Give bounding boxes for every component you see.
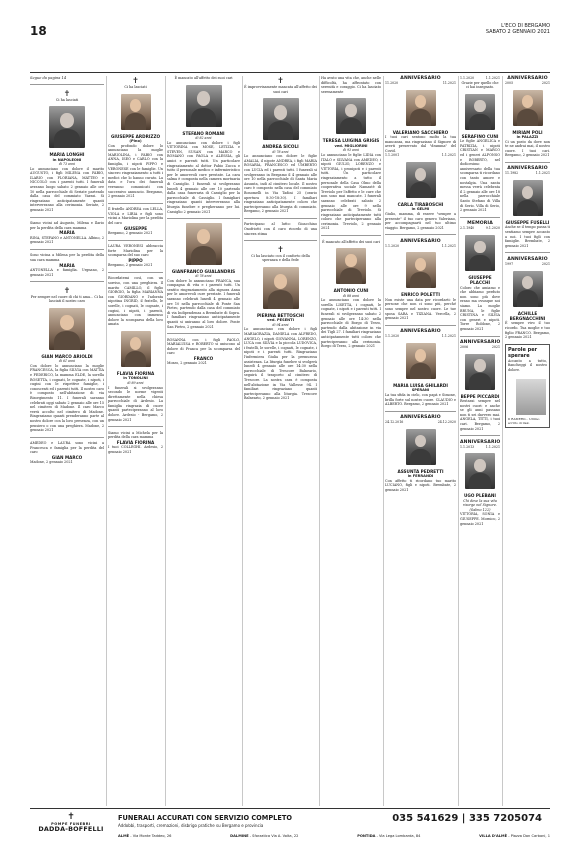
deceased-name: GIAN MARCO [51, 455, 83, 461]
anniversary-dates [505, 171, 550, 176]
address-item: VILLA D'ALMÈ - Piazza Don Carboni, 1 [479, 834, 550, 838]
notice-sign: ANTONELLA e famiglia. Urgnano, 2 gennaio 2021 [30, 268, 104, 277]
deceased-name: GIUSEPPE ARDRIZZO [110, 133, 161, 139]
notice-sign: I tuoi COLLEGHI. Ardesio, 2 gennaio 2021 [108, 445, 163, 454]
column-6 [385, 76, 456, 806]
deceased-name: ASSUNTA PEDRETTI [397, 468, 444, 474]
notice-text: Con dolore lo annunciano la moglie FRANCESCA, la figlia SILVIA con MATTIA e FEDERICO, la mamma ELDE, la sorella ROSETTA, i cognati, le cognate, i nipoti, i cugini con le rispettive famiglie, i conoscenti ed i parenti tutti. Il nostro caro è composto nell'abitazione di via Risorgimento 11. I funerali saranno celebrati oggi sabato 2 gennaio alle ore 15 nel cimitero di Madone. Il caro Marco verrà accolto nel cimitero di Madone. Ringraziamo quanti prenderanno parte al nostro dolore con la loro presenza, con un pensiero o con una preghiera. Madone, 2 gennaio 2021 [30, 363, 104, 433]
date-end: 24.12.2020 [437, 420, 456, 425]
anniversary-dates [460, 226, 500, 231]
divider [244, 240, 317, 241]
deceased-name: SERAFINO CUNI [461, 133, 499, 139]
divider [30, 249, 104, 250]
divider [385, 411, 456, 412]
date-start: 2005 [505, 81, 514, 85]
divider [167, 218, 240, 219]
date-start: 1.1.2020 [385, 243, 400, 248]
deceased-name: MARIA LUISA GHILARDI [393, 382, 448, 388]
deceased-name: GIAN MARCO ARIOLDI [41, 353, 93, 359]
logo-subtitle: POMPE FUNEBRI [51, 822, 91, 826]
divider [460, 336, 500, 337]
divider [167, 333, 240, 334]
deceased-name: MARIA [59, 230, 75, 236]
deceased-subname: in TONOLINI [123, 376, 148, 381]
notice-intro: Ci ha lasciato con il conforto della speranza e della fede [251, 253, 310, 263]
notice-intro: Grazie per quello che ci hai insegnato. [461, 80, 499, 90]
quote-title: Parole per sperare [508, 346, 538, 359]
portrait-photo [406, 252, 436, 288]
notice-sign: Bergamo, 2 gennaio 2021 [108, 263, 153, 268]
address-street: Via Monte Taddeo, 26 [132, 834, 172, 838]
deceased-subname: SPERANI [411, 388, 430, 393]
notice-text: Con affetto ti ricordano tuo marito LUCIANO, figli e nipoti. Brembate, 2 gennaio 2021 [385, 478, 456, 492]
anniversary-heading: ANNIVERSARIO [460, 340, 501, 346]
ad-description: Addobbi, trasporti, cremazioni, disbrigo pratiche su Bergamo e provincia [118, 823, 264, 828]
deceased-age: di 94 anni [272, 322, 289, 327]
portrait-photo [465, 453, 495, 489]
portrait-photo [406, 90, 436, 126]
address-street: Via Lega Lombarda, 84 [379, 834, 421, 838]
address-street: Piazza Don Carboni, 1 [510, 834, 550, 838]
deceased-name: FLAVIA FIORINA [116, 370, 155, 376]
deceased-name: TERESA LUIGINA GRIGIS [322, 138, 380, 144]
notice-text: AMEDEO e LAURA sono vicini a Francesca e famiglia per la perdita del caro [30, 441, 104, 455]
column-3 [167, 76, 240, 806]
date-start: 24.12.2016 [385, 420, 404, 425]
notice-text: Con profondo dolore lo annunciano la moglie MARIOLINA, i FABIO con ANNA, ISEO e CARLO con la famiglia, i nipoti PIPPO e VERONESE con le famiglie. Un sincero ringraziamento a tutti i medici che lo hanno curato. La data e l'ora dei funerali verranno comunicati con successivo annuncio. Bergamo, 2 gennaio 2021 [108, 143, 163, 199]
deceased-name: FLAVIA FIORINA [116, 439, 155, 445]
notice-text: Con dolore lo annunciano FRANCA, sua compagna di vita e i parenti tutti. Un sentito ringraziamento alla signora Anna per le amorevoli cure prestate. I funerali saranno celebrati lunedì 4 gennaio alle ore 10 nella parrocchiale di Ponte San Pietro, partendo dalla casa del commiato di via Indipendenza a Brembate di Sopra. I familiari ringraziano anticipatamente quanti si uniranno al loro dolore. Ponte San Pietro, 2 gennaio 2021 [167, 278, 240, 329]
date-start: 1.1.2020 [460, 76, 475, 80]
deceased-name: ANTONIO CUNI [333, 288, 369, 294]
portrait-photo [49, 308, 85, 350]
deceased-age: di 89 anni [127, 380, 144, 385]
anniversary-heading: ANNIVERSARIO [400, 415, 441, 421]
quote-box [505, 344, 550, 428]
anniversary-dates [385, 420, 456, 425]
date-end: 1.1.2021 [441, 153, 456, 158]
header-rule [30, 72, 550, 73]
deceased-age: di 78 anni [272, 149, 289, 154]
divider [108, 272, 163, 273]
portrait-photo [406, 162, 436, 198]
portrait-photo [336, 248, 366, 284]
cross-icon: ✝ [132, 76, 139, 85]
column-5 [321, 76, 381, 806]
anniversary-heading: ANNIVERSARIO [400, 238, 441, 244]
portrait-photo [121, 331, 151, 367]
notice-sign: VITTORIA, SONIA e GIUSEPPE. Mornico, 2 gennaio 2021 [460, 512, 500, 526]
column-1 [30, 76, 104, 806]
deceased-name: MIRIAM POLI [512, 129, 543, 135]
column-2 [108, 76, 163, 806]
notice-text: Coloro che amiamo e che abbiamo perduto non sono più dove erano ma ovunque noi siamo. La moglie BRUNA, le figlie CRISTINA e SILVIA con generi e nipoti. Torre Boldone, 2 gennaio 2021 [460, 285, 500, 331]
deceased-name: MARIA [59, 262, 75, 268]
portrait-photo [186, 223, 222, 265]
address-street: Sforzatica Via A. Volta, 22 [252, 834, 299, 838]
address-item: ALMÈ - Via Monte Taddeo, 26 [118, 834, 172, 838]
portrait-photo [121, 94, 151, 130]
divider [321, 235, 381, 236]
cross-icon: ✝ [63, 88, 71, 98]
page-number: 18 [30, 24, 47, 38]
notice-text: Sono vicina a Milena per la perdita della sua cara mamma [30, 253, 104, 262]
column-4 [244, 76, 317, 806]
deceased-name: ANDREA SICOLI [262, 144, 299, 150]
notice-text: Non esiste una data per ricordarti: le persone che non ci sono più, perché sono sempre nel nostro cuore. Le tue sposa SARA e TIZIANA. Vercella, 2 gennaio 2021 [385, 297, 456, 321]
cross-icon: ✝ [277, 244, 284, 254]
notice-intro: È mancato all'affetto dei suoi cari [322, 239, 380, 244]
funeral-home-logo [30, 813, 112, 843]
portrait-photo [186, 85, 222, 127]
divider [385, 325, 456, 326]
deceased-age: di 73 anni [58, 162, 76, 167]
notice-sign: Mozzo, 2 gennaio 2021 [167, 361, 207, 366]
portrait-photo [406, 343, 436, 379]
deceased-subname: in PALAZZI [516, 135, 539, 139]
notice-text: Chi deve la sua vita risorge nel Signore. (Salmo 122) [462, 498, 498, 512]
notice-text: Ricordatemi così, con un sorriso, con una preghiera. Il marito CAMILLO, il figlio GIORGIO, la figlia MARIANNA con GIORDANO e l'adorata nipotina INGRID, il fratello, le sorelle, i cognati, le cognate, i cugini, i nipoti, i parenti, annunciano con immenso dolore la scomparsa della loro amata [108, 276, 163, 327]
date-end: 2021 [541, 261, 550, 266]
portrait-photo [263, 98, 299, 140]
deceased-name: FRANCO [193, 356, 214, 361]
address-city: DALMINE [230, 834, 249, 838]
deceased-name: ENRICO POLETTI [401, 292, 440, 298]
page-header [0, 0, 580, 72]
logo-name: DADDA-BOFFELLI [38, 825, 104, 833]
notice-text: Siamo vicini ad Augusto, Milena e Ilario per la perdita della cara mamma [30, 221, 104, 230]
date-start: 1.1.2001 [385, 153, 400, 158]
date-start: 1.1.2013 [460, 444, 475, 449]
column-7 [460, 76, 500, 806]
ad-addresses [118, 834, 550, 838]
date-end: 1.1.2021 [441, 334, 456, 339]
deceased-name: MARIA LONGHI [49, 152, 85, 158]
deceased-name: PIPPO [128, 257, 143, 263]
deceased-name: GIUSEPPE [123, 225, 148, 231]
deceased-name: GIANFRANCO GUALANDRIS [171, 268, 236, 274]
column-divider [106, 76, 107, 806]
portrait-photo [513, 180, 543, 216]
address-item: PONTIDA - Via Lega Lombarda, 84 [357, 834, 421, 838]
divider [460, 435, 500, 436]
portrait-photo [465, 235, 495, 271]
notice-text: La tua sfida in cielo, con papà e Simone, brilla forte sul nostro cuore. CLAUDIO e ALBERTO. Bergamo, 2 gennaio 2021 [385, 392, 456, 407]
notice-text: Lo annunciano con dolore le figlie AMALIA, il nipote ANDREA, i figli MARIA ROSARIA, FRANCESCO ed UMBERTO con LUCIA ed i parenti tutti. I funerali si svolgeranno in Bergamo il 4 gennaio alle ore 10 nella parrocchiale di Santa Maria Assunta, indi al cimitero locale. Il nostro caro è composto nella casa del commiato Bonomelli in Via Tadini 25 (orario apertura 8:30-18:30). I familiari ringraziano anticipatamente coloro che parteciperanno alla liturgia di commiato. Bergamo, 2 gennaio 2021 [244, 154, 317, 214]
notice-intro: Per sempre nel cuore di chi ti ama... Ci ha lasciati il nostro caro [30, 294, 104, 304]
divider [108, 240, 163, 241]
date-end: 1.1.2021 [441, 243, 456, 248]
date-end: 1.1.2021 [485, 76, 500, 80]
notice-sign: RINA, STEFANO e ANTONELLA. Albino, 2 gennaio 2021 [30, 235, 104, 245]
divider [30, 217, 104, 218]
deceased-subname: in NAPOLEONI [52, 157, 82, 162]
anniversary-heading: ANNIVERSARIO [507, 256, 548, 262]
ad-title: FUNERALI ACCURATI CON SERVIZIO COMPLETO [118, 814, 292, 822]
deceased-name: UGO PLEBANI [464, 493, 496, 499]
anniversary-heading: ANNIVERSARIO [507, 166, 548, 172]
deceased-name: GIUSEPPE PLACCHI [468, 274, 492, 286]
date-end: 2021 [491, 345, 500, 350]
anniversary-dates [385, 334, 456, 339]
deceased-name: PIERINA BETTOSCHI [256, 312, 305, 318]
quote-illustration [516, 379, 546, 415]
address-item: DALMINE - Sforzatica Via A. Volta, 22 [230, 834, 299, 838]
continued-label: Segue da pagina 14 [30, 76, 67, 80]
notice-text: Lo annunciano con dolore i figli VITTORINA con MOSE, LETIZIA e STEVEN, SUSAN con MARCO e ROMANO con PAOLA e ALESSIA, gli amici e parenti tutti. Un particolare ringraziamento al dottor Fabio Zucca e tutto il personale medico e infermieristico per le amorevoli cure prestate. La cara salma è composta nella camera mortuaria di Cassiglio. I funerali si svolgeranno lunedì 4 gennaio alle ore 10 partendo dalla casa funeraria di Cassiglio per la parrocchiale di Cassiglio. I famigliari ringraziano quanti interverranno alla liturgia funebre e pregheranno per lui. Cassiglio 2 gennaio 2021 [167, 140, 240, 214]
date-start: 2006 [460, 345, 469, 350]
portrait-photo [406, 429, 436, 465]
portrait-photo [465, 354, 495, 390]
quote-caption: Il RAMERO... Ultimo scritto di italo [508, 416, 540, 425]
portrait-photo [263, 267, 299, 309]
notice-intro: È mancato all'affetto dei suoi cari [174, 76, 233, 80]
deceased-subname: in FERRANDI [407, 474, 434, 479]
deceased-name: BEPPE PICCARDI [460, 393, 500, 399]
quote-text: Accanto a tutto, fiancheggi il nostro dolore. [508, 358, 547, 372]
notice-text: Lo annunciano con dolore la sorella LISETTA, i cognati, le cognate, i nipoti e i parenti tutti. I funerali si svolgeranno sabato 2 gennaio alle ore 14:30 nella parrocchiale di Borgo di Terzo, partendo dalla abitazione in via dei Tigli 27. I familiari ringraziano anticipatamente tutti coloro che parteciperanno alla cerimonia. Borgo di Terzo, 2 gennaio 2021 [321, 298, 381, 349]
deceased-name: GIUSEPPE FUSELLI [505, 220, 550, 226]
date-start: 1997 [505, 261, 514, 266]
column-divider [242, 76, 243, 806]
date-end: 1.1.2021 [485, 444, 500, 449]
anniversary-heading: MEMORIA [467, 221, 493, 227]
date-end: 9.1.2020 [485, 226, 500, 231]
address-city: ALMÈ [118, 834, 130, 838]
column-divider [165, 76, 166, 806]
notice-text: Lo annunciano con dolore i figli MARIAGRAZIA, DANIELA con ALFREDO, ANGELO, i nipoti GIOVANNA, LORENZO, LUCA con SILVIA e la piccola LUDOVICA, i fratelli, le sorelle, i cognati, le cognate, i nipoti e i parenti tutti. Ringraziano l'infermiera Giulia per la premurosa assistenza. La liturgia funebre si svolgerà lunedì 4 gennaio alle ore 14:30 nella parrocchiale di Trescore Balneario, seguirà il trasporto al cimitero di Trescore. La nostra cara è composta nell'abitazione in Via Vallesse 94. I familiari ringraziano quanti parteciperanno alla liturgia. Trescore Balneario, 2 gennaio 2021 [244, 327, 317, 401]
anniversary-heading: ANNIVERSARIO [400, 76, 441, 81]
deceased-age: di 61 anni [58, 359, 76, 364]
column-divider [319, 76, 320, 806]
notice-text: Ci un posto da dove non te ne andrai mai, il nostro cuore. I tuoi cari. Bergamo, 2 gennaio 2021 [505, 139, 550, 158]
deceased-age: di 88 anni [342, 293, 360, 298]
deceased-name: CARLA TIRABOSCHI [397, 201, 444, 207]
notice-sign: Bergamo, 2 gennaio 2021 [108, 231, 153, 235]
date-end: 11.2021 [442, 81, 456, 85]
notice-intro: È improvvisamente mancata all'affetto dei suoi cari [244, 85, 317, 94]
funeral-home-ad [30, 808, 550, 844]
divider [30, 437, 104, 438]
address-city: VILLA D'ALMÈ [479, 834, 508, 838]
notice-text: Lo annunciano le figlie LIDIA con ITALO e SILVANA con AMEDEO, i nipoti GIULIO, LORENZO e VITTORIA, i pronipoti e i parenti tutti. Un particolare ringraziamento a tutto il personale della Casa Olmo della cooperativa sociale Namastè di Treviolo per l'affetto e le cure che non sono mai mancate. I funerali saranno celebrati sabato 2 gennaio alle ore 9 nella parrocchiale di Treviolo. Si ringraziano anticipatamente tutti coloro che parteciperanno alla cerimonia. Treviolo, 2 gennaio 2021 [321, 152, 381, 231]
divider [505, 162, 550, 163]
notice-intro: Ci ha lasciati [55, 97, 79, 102]
anniversary-dates [385, 244, 456, 249]
deceased-age: di 93 anni [342, 148, 360, 153]
column-divider [502, 76, 503, 806]
divider [244, 218, 317, 219]
column-divider [458, 76, 459, 806]
cross-icon: ✝ [67, 812, 75, 822]
portrait-photo [513, 271, 543, 307]
column-8 [505, 76, 550, 806]
notice-text: Giulio, mamma, di essere "sempre a presente" il tuo caro genero Valeriano, per accompagnarti nel tuo ultimo viaggio. Bergamo, 2 gennaio 2021 [385, 211, 456, 230]
notice-text: Partecipano al lutto: Gioacchino Onofriotti con il caro ricordo di una sincera stima [244, 222, 317, 236]
notice-text: Il fratello ANDREA con LELLA, VIOLA e LIRIA e figli sono vicini a Mariolina per la perdita del caro [108, 207, 163, 225]
notice-text: È sempre vivo il tuo ricordo. Tua moglie e tuo figlio FRANCO. Bergamo, 2 gennaio 2021 [505, 321, 550, 340]
notice-text: I funerali si svolgeranno secondo le norme vigenti direttamente nella chiesa parrocchiale di Ardesio. La famiglia ringrazia di cuore quanti parteciperanno al loro dolore. Ardesio - Bergamo, 2 gennaio 2021 [108, 385, 163, 422]
divider [385, 234, 456, 235]
anniversary-dates [460, 345, 500, 350]
deceased-age: di 78 anni [195, 274, 212, 278]
paper-title: L'ECO DI BERGAMO [501, 23, 550, 29]
divider [460, 217, 500, 218]
notice-text: Lo annunciano con dolore il marito AUGUSTO, i figli MILENA con FABIO, ILARIO con FLORIANA, MATTEO e NICCOLÒ con i parenti tutti. I funerali avranno luogo sabato 2 gennaio alle ore 10 nella parrocchiale di Seriate partendo dalla casa del commiato Varasi. Si ringraziano anticipatamente quanti interverranno alla cerimonia. Seriate, 2 gennaio 2021 [30, 166, 104, 213]
notice-text: I tuoi cari sentono molto la tua mancanza, ma ringraziano il Signore di averti preservato dal "dramma" del Covid. [385, 135, 456, 153]
notice-text: Siamo vicini a Michela per la perdita della cara mamma [108, 430, 163, 440]
divider [108, 203, 163, 204]
date-start: 1.1.2020 [385, 334, 400, 339]
date-start: 11.2020 [385, 81, 399, 85]
anniversary-dates [385, 153, 456, 158]
notice-text: LAURA VERONESI abbraccia forte Mariolina per la scomparsa del suo caro [108, 244, 163, 258]
divider [505, 252, 550, 253]
portrait-photo [336, 98, 366, 134]
notice-text: Le figlie ANGELICA e PATRIZIA, i nipoti CRISTIAN e MARCO ed i generi ALFONSO e ROBERTO, nel dodicesimo anniversario della tua scomparsa ti ricordano con tanto amore e nostalgia. Una santa messa verrà celebrata il 2 gennaio alle ore 18 nella parrocchiale Santo Stefano di Villa di Serio. Villa di Serio, 2 gennaio 2021 [460, 139, 500, 213]
deceased-subname: in GELMI [411, 207, 430, 212]
date-end: 2021 [541, 81, 550, 85]
deceased-subname: ved. PESENTI [267, 318, 294, 323]
column-divider [383, 76, 384, 806]
notice-sign: Madone, 2 gennaio 2021 [30, 460, 73, 465]
deceased-name: ACHILLE BERGNACCHINI [509, 310, 546, 321]
notice-text: Restarai sempre nel nostri cuori: e anche se gli anni passano non ti sei davvero mai. ANGELA, TITTI, i tuoi cari. Bergamo, 2 gennaio 2021 [460, 399, 500, 431]
anniversary-heading: ANNIVERSARIO [507, 76, 548, 81]
paper-masthead [486, 23, 550, 35]
divider [30, 281, 104, 282]
date-start: 2.1.1940 [460, 226, 475, 231]
date-start: 11.1982 [505, 171, 519, 176]
cross-icon: ✝ [63, 285, 71, 295]
notice-text: Ha avuto una vita che, anche nelle difficoltà, ha affrontato con serenità e coraggio. Ci ha lasciato serenamente [321, 76, 381, 94]
portrait-photo [465, 94, 495, 130]
anniversary-dates [385, 81, 456, 86]
deceased-age: di 82 anni [195, 136, 212, 140]
paper-date: SABATO 2 GENNAIO 2021 [485, 29, 550, 35]
portrait-photo [49, 106, 85, 148]
deceased-name: VALERIANO SACCHIERO [392, 129, 449, 135]
notice-text: Anche se il tempo passa ti sentiamo sempre accanto a noi. I tuoi figli con famiglie. Brembate, 2 gennaio 2021 [505, 225, 550, 248]
deceased-subname: (Pino) [129, 139, 142, 143]
anniversary-dates [505, 262, 550, 267]
anniversary-dates [505, 81, 550, 86]
address-city: PONTIDA [357, 834, 376, 838]
anniversary-heading: ANNIVERSARIO [460, 439, 501, 445]
cross-icon: ✝ [277, 76, 284, 85]
notice-text: ROSANNA con i figli PAOLO, MARIALUISA e ROBERTO si uniscono al dolore di Franca per la scomparsa del caro [167, 337, 240, 356]
anniversary-dates [460, 445, 500, 450]
date-end: 1.1.2021 [535, 171, 550, 176]
deceased-subname: ved. MIGLIORINI [334, 143, 368, 148]
divider [30, 84, 104, 85]
deceased-name: STEFANO ROMANI [182, 130, 225, 136]
notice-intro: Ci ha lasciati [124, 85, 147, 89]
anniversary-heading: ANNIVERSARIO [400, 329, 441, 335]
portrait-photo [513, 90, 543, 126]
ad-phone-numbers: 035 541629 | 335 7205074 [392, 813, 542, 824]
divider [108, 426, 163, 427]
